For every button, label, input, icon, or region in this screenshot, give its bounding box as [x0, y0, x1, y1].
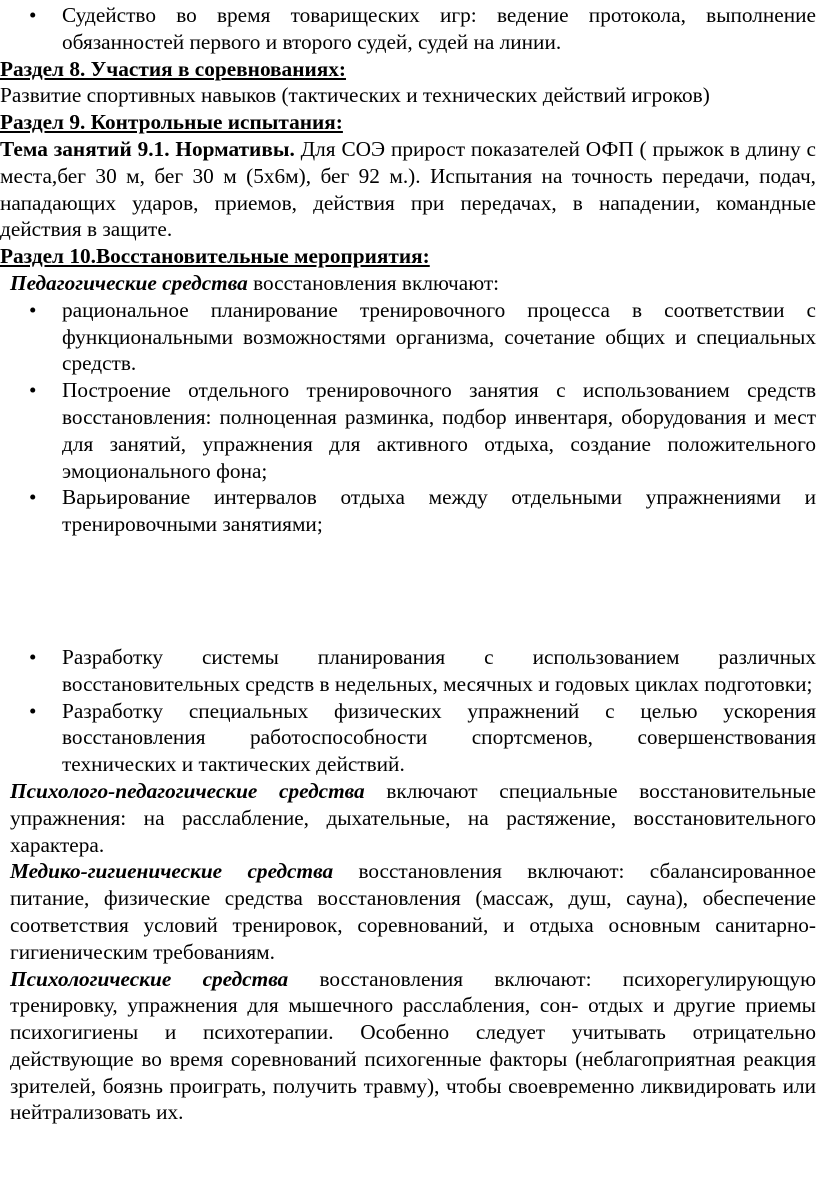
- section-10-heading: Раздел 10.Восстановительные мероприятия:: [0, 244, 430, 269]
- list-item-text: рациональное планирование тренировочного процесса в соответствии с функциональными возможностями организма, сочетание общих и специальных средств.: [62, 297, 816, 376]
- pedagogical-list-continued: [0, 644, 816, 778]
- list-item: [0, 644, 816, 698]
- psychopedagogical-text: включают специальные восстановительные упражнения: на расслабление, дыхательные, на растяжение, восстановительного характера.: [10, 778, 816, 857]
- pedagogical-intro: [0, 270, 816, 297]
- bullet-icon: •: [29, 297, 37, 322]
- psychological-text: восстановления включают: психорегулирующую тренировку, упражнения для мышечного расслабления, сон- отдых и другие приемы психогигиены и психотерапии. Особенно следует учитывать отрицательно действующие во время соревнований психогенные факторы (неблагоприятная реакция зрителей, боязнь проиграть, получить травму), чтобы своевременно ликвидировать или нейтрализовать их.: [10, 966, 816, 1125]
- blank-space: [0, 538, 816, 644]
- list-item: [0, 2, 816, 56]
- psychological-paragraph: [0, 966, 816, 1127]
- psychopedagogical-label: Психолого-педагогические средства: [10, 778, 365, 803]
- psychopedagogical-paragraph: [0, 778, 816, 858]
- bullet-icon: •: [29, 644, 37, 669]
- pedagogical-text: восстановления включают:: [247, 270, 500, 295]
- bullet-icon: •: [29, 378, 37, 403]
- pedagogical-list: [0, 297, 816, 538]
- list-item: [0, 297, 816, 377]
- list-item: [0, 698, 816, 778]
- section-9-heading: Раздел 9. Контрольные испытания:: [0, 110, 343, 135]
- medical-hygienic-label: Медико-гигиенические средства: [10, 859, 334, 884]
- section-8-heading: Раздел 8. Участия в соревнованиях:: [0, 56, 347, 81]
- topic-label: Тема занятий 9.1. Нормативы.: [0, 136, 295, 161]
- list-item-text: Разработку системы планирования с использованием различных восстановительных средств в недельных, месячных и годовых циклах подготовки;: [62, 644, 816, 696]
- top-bullet-list: [0, 2, 816, 56]
- medical-hygienic-paragraph: [0, 858, 816, 965]
- list-item-text: Судейство во время товарищеских игр: ведение протокола, выполнение обязанностей первого и второго судей, судей на линии.: [62, 3, 816, 54]
- pedagogical-label: Педагогические средства: [10, 270, 248, 295]
- list-item-text: Построение отдельного тренировочного занятия с использованием средств восстановления: полноценная разминка, подбор инвентаря, оборудования и мест для занятий, упражнения для активного отдыха, создание положительного эмоционального фона;: [62, 378, 816, 483]
- list-item: [0, 377, 816, 484]
- section-8-text: Развитие спортивных навыков (тактических и технических действий игроков): [0, 83, 710, 108]
- list-item-text: Разработку специальных физических упражнений с целью ускорения восстановления работоспособности спортсменов, совершенствования технических и тактических действий.: [62, 698, 816, 777]
- list-item-text: Варьирование интервалов отдыха между отдельными упражнениями и тренировочными занятиями;: [62, 485, 816, 537]
- bullet-icon: •: [29, 3, 37, 27]
- bullet-icon: •: [29, 485, 37, 510]
- medical-hygienic-text: восстановления включают: сбалансированное питание, физические средства восстановления (массаж, душ, сауна), обеспечение соответствия условий тренировок, соревнований, и отдыха основным санитарно-гигиеническим требованиям.: [10, 859, 816, 964]
- bullet-icon: •: [29, 698, 37, 723]
- psychological-label: Психологические средства: [10, 966, 289, 991]
- topic-text: Для СОЭ прирост показателей ОФП ( прыжок в длину с места,бег 30 м, бег 30 м (5х6м), бег 92 м.). Испытания на точность передачи, подач, нападающих ударов, приемов, действия при передачах, в нападении, командные действия в защите.: [0, 136, 816, 242]
- list-item: [0, 484, 816, 538]
- section-9-topic: [0, 136, 816, 243]
